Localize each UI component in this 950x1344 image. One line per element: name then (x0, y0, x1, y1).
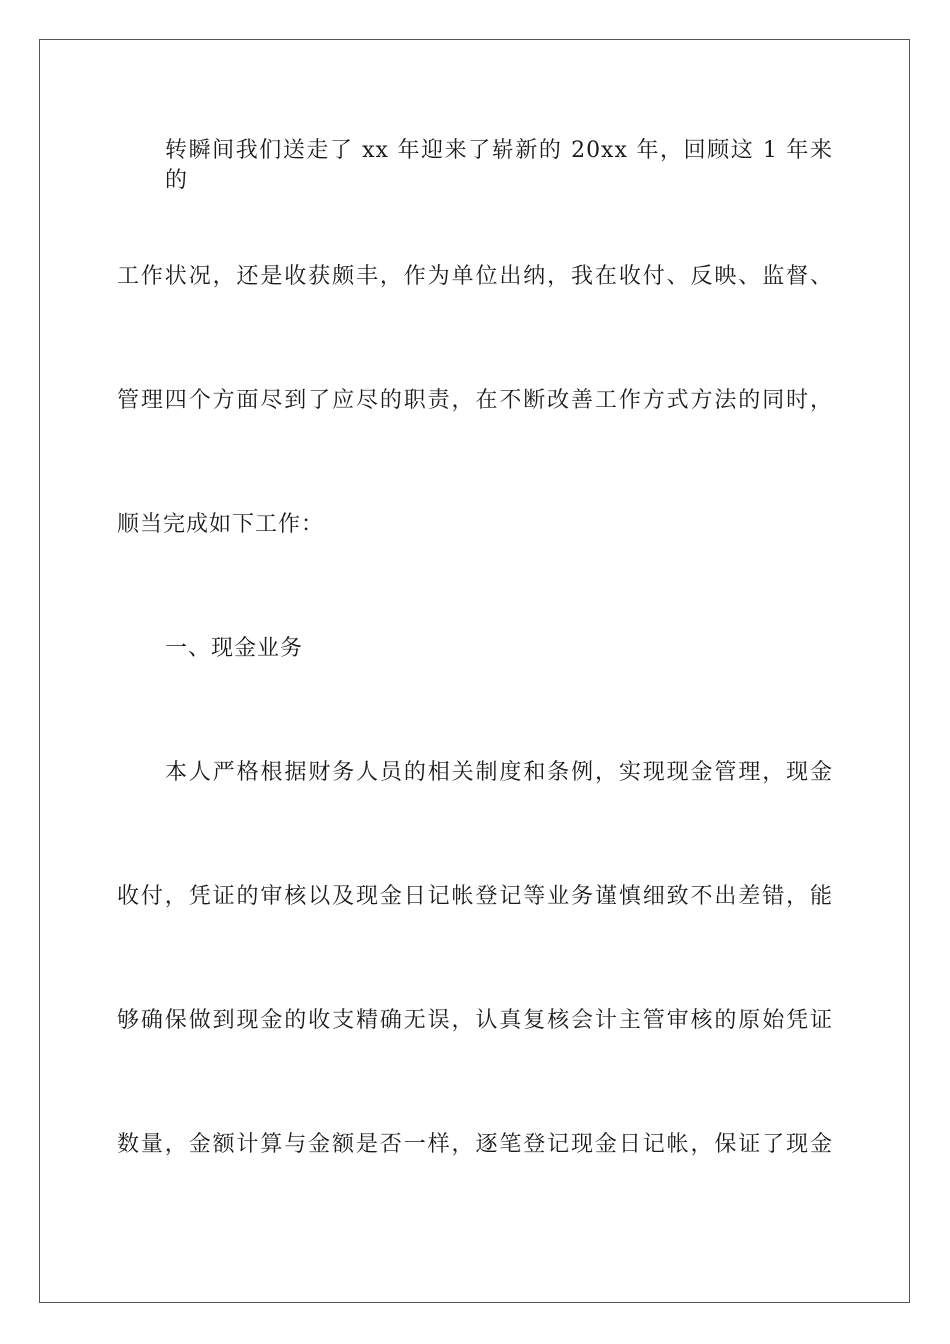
paragraph-line-8: 数量，金额计算与金额是否一样，逐笔登记现金日记帐，保证了现金 (117, 1132, 833, 1157)
paragraph-line-7: 够确保做到现金的收支精确无误，认真复核会计主管审核的原始凭证 (117, 1008, 833, 1033)
section-heading: 一、现金业务 (165, 636, 304, 661)
page-border (39, 39, 910, 1303)
paragraph-line-3: 管理四个方面尽到了应尽的职责，在不断改善工作方式方法的同时， (117, 388, 833, 413)
paragraph-line-1: 转瞬间我们送走了 xx 年迎来了崭新的 20xx 年，回顾这 1 年来的 (165, 138, 833, 193)
paragraph-line-6: 收付，凭证的审核以及现金日记帐登记等业务谨慎细致不出差错，能 (117, 884, 833, 909)
paragraph-line-5: 本人严格根据财务人员的相关制度和条例，实现现金管理，现金 (165, 760, 833, 785)
paragraph-line-4: 顺当完成如下工作： (117, 512, 325, 537)
paragraph-line-2: 工作状况，还是收获颇丰，作为单位出纳，我在收付、反映、监督、 (117, 264, 833, 289)
